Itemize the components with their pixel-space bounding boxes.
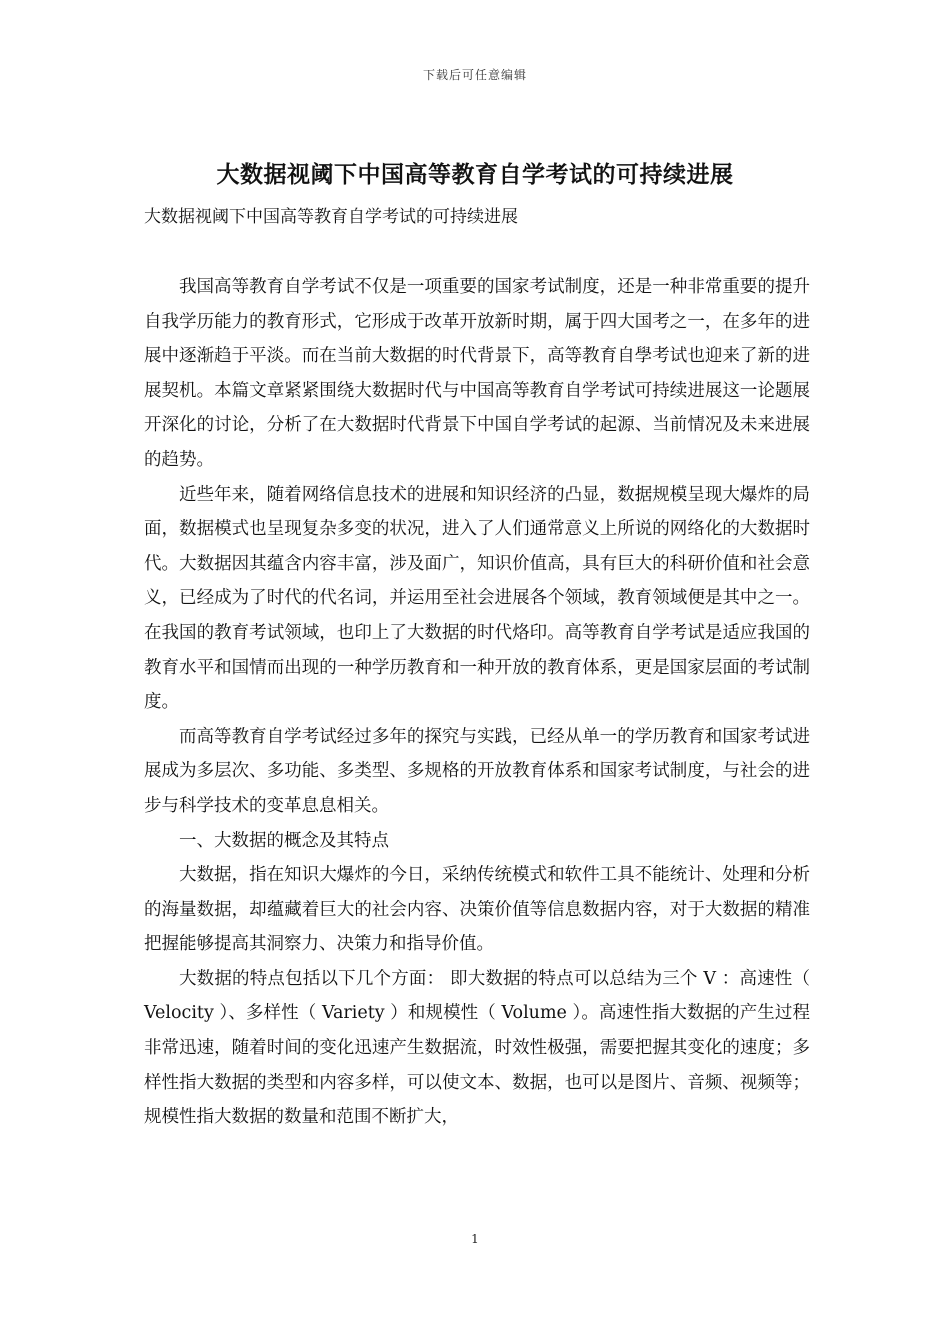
body-paragraph-big-data-era: 近些年来，随着网络信息技术的进展和知识经济的凸显，数据规模呈现大爆炸的局面，数据模式也呈现复杂多变的状况，进入了人们通常意义上所说的网络化的大数据时代。大数据因其蕴含内容丰富，涉及面广，知识价值高，具有巨大的科研价值和社会意义，已经成为了时代的代名词，并运用至社会进展各个领域，教育领域便是其中之一。在我国的教育考试领域，也印上了大数据的时代烙印。高等教育自学考试是适应我国的教育水平和国情而出现的一种学历教育和一种开放的教育体系，更是国家层面的考试制度。	[144, 484, 810, 713]
page-header-note: 下载后可任意编辑	[422, 68, 527, 82]
body-paragraph-definition: 大数据，指在知识大爆炸的今日，采纳传统模式和软件工具不能统计、处理和分析的海量数据，却蕴藏着巨大的社会内容、决策价值等信息数据内容，对于大数据的精准把握能够提高其洞察力、决策力和指导价值。	[144, 865, 810, 955]
body-paragraph-intro: 我国高等教育自学考试不仅是一项重要的国家考试制度，还是一种非常重要的提升自我学历能力的教育形式，它形成于改革开放新时期，属于四大国考之一，在多年的进展中逐渐趋于平淡。而在当前大数据的时代背景下，高等教育自學考试也迎来了新的进展契机。本篇文章紧紧围绕大数据时代与中国高等教育自学考试可持续进展这一论题展开深化的讨论，分析了在大数据时代背景下中国自学考试的起源、当前情况及未来进展的趋势。	[144, 277, 810, 470]
page-number: 1	[471, 1232, 479, 1246]
body-paragraph-characteristics: 大数据的特点包括以下几个方面： 即大数据的特点可以总结为三个 V ：高速性（ Velocity ）、多样性（ Variety ）和规模性（ Volume ）。高速性指大数据的产生过程非常迅速，随着时间的变化迅速产生数据流，时效性极强，需要把握其变化的速度；多样性指大数据的类型和内容多样，可以使文本、数据，也可以是图片、音频、视频等；规模性指大数据的数量和范围不断扩大，	[144, 968, 810, 1128]
document-subtitle: 大数据视阈下中国高等教育自学考试的可持续进展	[144, 207, 518, 227]
body-paragraph-self-study-exam: 而高等教育自学考试经过多年的探究与实践，已经从单一的学历教育和国家考试进展成为多层次、多功能、多类型、多规格的开放教育体系和国家考试制度，与社会的进步与科学技术的变革息息相关。	[144, 726, 810, 816]
document-title: 大数据视阈下中国高等教育自学考试的可持续进展	[216, 161, 734, 188]
document-body	[144, 270, 810, 1135]
section-heading-concept: 一、大数据的概念及其特点	[179, 830, 389, 851]
